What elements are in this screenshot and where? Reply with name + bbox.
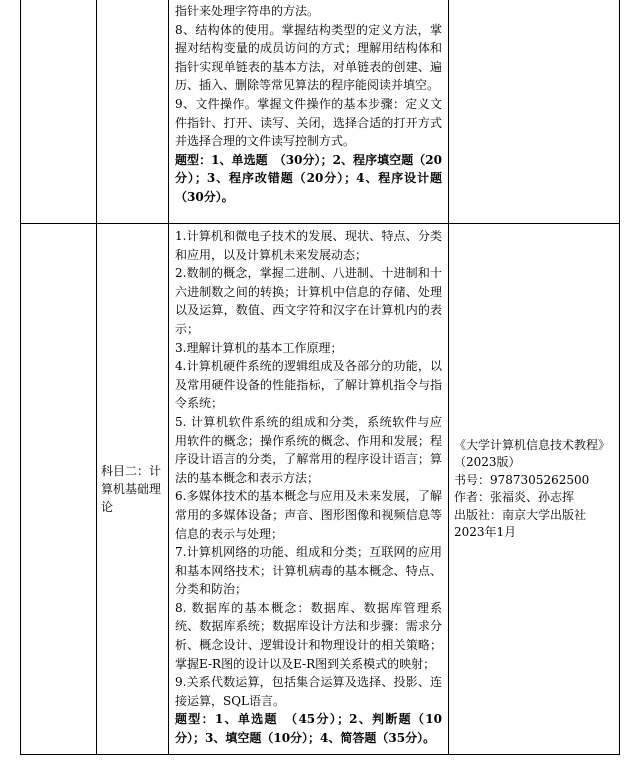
table-row [21, 224, 620, 755]
content-line: 指针来处理字符串的方法。 [175, 4, 320, 18]
subject-cell [97, 224, 169, 755]
question-types: 题型：1、单选题 （45分）；2、判断题（10分）；3、填空题（10分）；4、简答题（35分）。 [175, 712, 442, 746]
book-title: 《大学计算机信息技术教程》 [454, 437, 611, 452]
content-line: 9、文件操作。掌握文件操作的基本步骤：定义文件指针、打开、读写、关闭，选择合适的打开方式并选择合理的文件读写控制方式。 [175, 96, 442, 149]
question-types: 题型：1、单选题 （30分）；2、程序填空题（20分）；3、程序改错题（20分）；4、程序设计题（30分）。 [175, 152, 442, 204]
category-cell [21, 224, 97, 755]
syllabus-table [20, 0, 620, 755]
content-line: 5. 计算机软件系统的组成和分类，系统软件与应用软件的概念；操作系统的概念、作用和发展；程序设计语言的分类，了解常用的程序设计语言；算法的基本概念和表示方法； [175, 414, 442, 485]
content-line: 4.计算机硬件系统的逻辑组成及各部分的功能，以及常用硬件设备的性能指标，了解计算机指令与指令系统； [175, 359, 442, 411]
content-line: 2.数制的概念，掌握二进制、八进制、十进制和十六进制数之间的转换；计算机中信息的存储、处理以及运算，数值、西文字符和汉字在计算机内的表示； [175, 266, 442, 336]
content-cell [169, 224, 449, 755]
book-publisher: 出版社：南京大学出版社 [454, 507, 587, 522]
book-date: 2023年1月 [454, 525, 517, 539]
subject-title: 科目二：计算机基础理论 [101, 464, 162, 514]
content-line: 3.理解计算机的基本工作原理； [175, 340, 343, 355]
subject-cell [97, 0, 169, 224]
book-edition: （2023版） [454, 455, 521, 469]
book-authors: 作者：张福炎、孙志挥 [454, 490, 575, 504]
content-line: 7.计算机网络的功能、组成和分类；互联网的应用和基本网络技术；计算机病毒的基本概念、特点、分类和防治； [175, 545, 442, 597]
content-line: 8. 数据库的基本概念：数据库、数据库管理系统、数据库系统；数据库设计方法和步骤：需求分析、概念设计、逻辑设计和物理设计的相关策略；掌握E-R图的设计以及E-R图到关系模式的映射； [175, 600, 442, 671]
table-row [21, 0, 620, 224]
content-line: 8、结构体的使用。掌握结构类型的定义方法，掌握对结构变量的成员访问的方式；理解用结构体和指针实现单链表的基本方法，对单链表的创建、遍历、插入、删除等常见算法的程序能阅读并填空。 [175, 22, 442, 93]
reference-book-cell [449, 224, 620, 755]
category-cell [21, 0, 97, 224]
reference-book-cell [449, 0, 620, 224]
content-line: 1.计算机和微电子技术的发展、现状、特点、分类和应用，以及计算机未来发展动态； [175, 229, 442, 262]
content-line: 9.关系代数运算，包括集合运算及选择、投影、连接运算，SQL语言。 [175, 675, 442, 708]
content-line: 6.多媒体技术的基本概念与应用及未来发展，了解常用的多媒体设备；声音、图形图像和视频信息等信息的表示与处理； [175, 489, 442, 541]
book-isbn: 书号：9787305262500 [454, 472, 590, 487]
content-cell [169, 0, 449, 224]
